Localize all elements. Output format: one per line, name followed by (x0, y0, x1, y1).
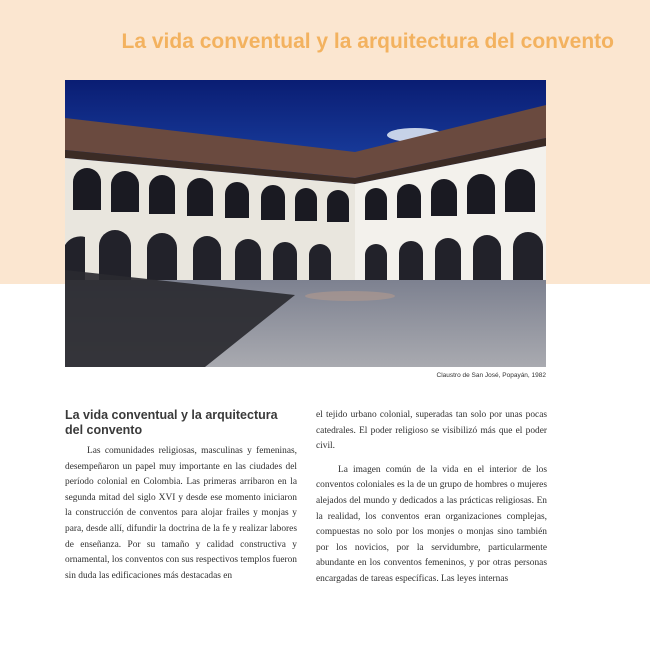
figure-caption: Claustro de San José, Popayán, 1982 (436, 372, 546, 379)
paragraph: La imagen común de la vida en el interior de los conventos coloniales es la de un grupo de hombres o mujeres alejados del mundo y dedicados a las prácticas religiosas. En la realidad, los conventos eran organizaciones complejas, compuestas no solo por los monjes o monjas sino también por los novicios, por la servidumbre, particularmente abundante en los conventos femeninos, y por otras personas encargadas de tareas específicas. Las leyes internas (316, 464, 547, 584)
right-column (316, 408, 547, 588)
paragraph: Las comunidades religiosas, masculinas y femeninas, desempeñaron un papel muy importante en las ciudades del período colonial en Colombia. Las primeras arribaron en la segunda mitad del siglo XVI y desde ese momento iniciaron la construcción de conventos para alojar frailes y monjas y para, desde allí, difundir la doctrina de la fe y realizar labores de enseñanza. Por su tamaño y calidad constructiva y ornamental, los conventos con sus respectivos templos fueron sin duda las edificaciones más destacadas en (65, 446, 297, 581)
paragraph: el tejido urbano colonial, superadas tan solo por unas pocas catedrales. El poder religioso se visibilizó más que el poder civil. (316, 410, 547, 452)
section-heading: La vida conventual y la arquitectura del convento (65, 408, 278, 437)
left-column (65, 408, 297, 584)
page-title: La vida conventual y la arquitectura del convento (121, 30, 614, 53)
cloister-photo (65, 80, 546, 367)
